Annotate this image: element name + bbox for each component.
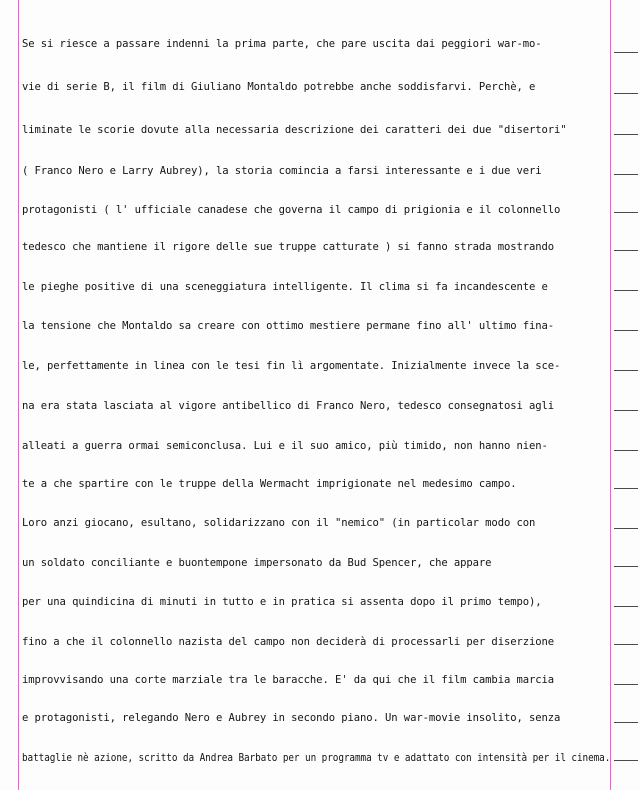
margin-tick [614,606,638,607]
handwritten-line: un soldato conciliante e buontempone impersonato da Bud Spencer, che appare [22,557,492,569]
handwritten-line: Se si riesce a passare indenni la prima parte, che pare uscita dai peggiori war-mo- [22,38,542,50]
handwritten-line: alleati a guerra ormai semiconclusa. Lui e il suo amico, più timido, non hanno nien- [22,440,548,452]
margin-tick [614,370,638,371]
handwritten-line: liminate le scorie dovute alla necessaria descrizione dei caratteri dei due "disertori" [22,124,567,136]
handwritten-line: tedesco che mantiene il rigore delle sue truppe catturate ) si fanno strada mostrando [22,241,555,253]
handwritten-line: le, perfettamente in linea con le tesi fin lì argomentate. Inizialmente invece la sce- [22,360,561,372]
handwritten-line: protagonisti ( l' ufficiale canadese che governa il campo di prigionia e il colonnello [22,204,561,216]
handwritten-line: na era stata lasciata al vigore antibellico di Franco Nero, tedesco consegnatosi agli [22,400,555,412]
handwritten-line: battaglie nè azione, scritto da Andrea Barbato per un programma tv e adattato con intensità per il cinema. [22,752,610,764]
margin-tick [614,566,638,567]
margin-tick [614,722,638,723]
handwritten-line: ( Franco Nero e Larry Aubrey), la storia comincia a farsi interessante e i due veri [22,165,542,177]
handwritten-line: Loro anzi giocano, esultano, solidarizzano con il "nemico" (in particolar modo con [22,517,536,529]
margin-tick [614,644,638,645]
handwritten-line: e protagonisti, relegando Nero e Aubrey in secondo piano. Un war-movie insolito, senza [22,712,561,724]
margin-tick [614,174,638,175]
margin-tick [614,134,638,135]
handwritten-line: te a che spartire con le truppe della Wermacht imprigionate nel medesimo campo. [22,478,517,490]
handwritten-line: per una quindicina di minuti in tutto e in pratica si assenta dopo il primo tempo), [22,596,542,608]
margin-tick [614,488,638,489]
margin-tick [614,290,638,291]
margin-tick [614,528,638,529]
margin-tick [614,450,638,451]
margin-tick [614,250,638,251]
handwritten-line: la tensione che Montaldo sa creare con ottimo mestiere permane fino all' ultimo fina- [22,320,555,332]
right-margin-line [610,0,611,790]
handwritten-line: improvvisando una corte marziale tra le baracche. E' da qui che il film cambia marcia [22,674,555,686]
handwritten-line: vie di serie B, il film di Giuliano Montaldo potrebbe anche soddisfarvi. Perchè, e [22,81,536,93]
margin-tick [614,410,638,411]
handwritten-line: fino a che il colonnello nazista del campo non deciderà di processarli per diserzione [22,636,555,648]
margin-tick [614,760,638,761]
margin-tick [614,330,638,331]
margin-tick [614,93,638,94]
margin-tick [614,212,638,213]
left-margin-line [18,0,19,790]
margin-tick [614,684,638,685]
margin-tick [614,52,638,53]
handwritten-line: le pieghe positive di una sceneggiatura intelligente. Il clima si fa incandescente e [22,281,548,293]
